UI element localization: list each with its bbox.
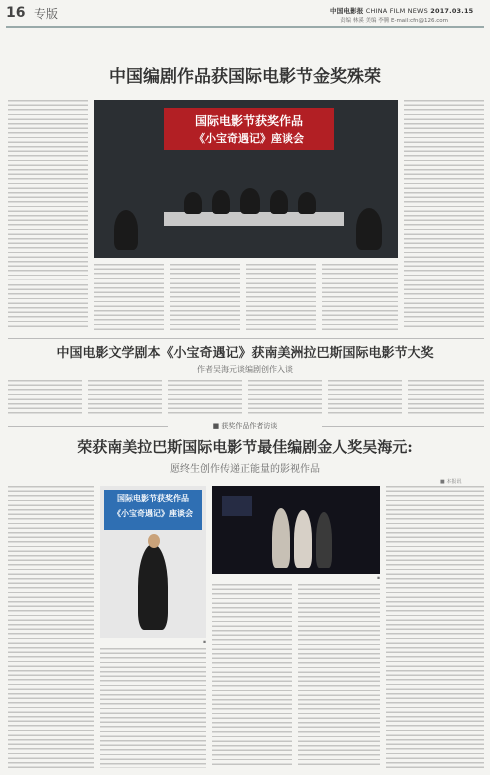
article3-text-col2 — [100, 648, 206, 768]
article2-subheadline: 作者吴海元谈编剧创作入谈 — [197, 365, 293, 374]
issue-date: 2017.03.15 — [430, 7, 474, 15]
article3-photo-stage — [212, 486, 380, 574]
article1-text-col3 — [170, 264, 240, 330]
article2-text-col — [88, 380, 162, 414]
award-winner — [138, 544, 168, 630]
editor-meta: 责编 林溪 美编 李腾 E-mail:cfn@126.com — [340, 18, 449, 24]
attendee — [212, 190, 230, 214]
article1-text-col5 — [322, 264, 398, 330]
article3-headline: 荣获南美拉巴斯国际电影节最佳编剧金人奖吴海元: — [77, 438, 413, 456]
photo-banner-line1: 国际电影节获奖作品 — [194, 114, 303, 128]
newspaper-name — [330, 6, 473, 15]
article2-text-col — [328, 380, 402, 414]
photo-banner — [164, 108, 334, 150]
article1-text-col1 — [8, 100, 88, 280]
attendee — [240, 188, 260, 214]
article2-text-col — [8, 380, 82, 414]
newspaper-name-cn: 中国电影报 — [330, 7, 364, 15]
stage-person — [294, 510, 312, 568]
attendee — [298, 192, 316, 214]
separator-line-right — [322, 426, 484, 427]
article2-text-col — [248, 380, 322, 414]
article1-headline: 中国编剧作品获国际电影节金奖殊荣 — [109, 67, 381, 87]
article1-photo — [94, 100, 398, 258]
article3-byline: ■ 本报讯 — [440, 479, 462, 485]
article3-photo-portrait — [100, 486, 206, 638]
article3-text-col4 — [298, 584, 380, 768]
separator-line-left — [8, 426, 168, 427]
article2-text-col — [168, 380, 242, 414]
attendee — [270, 190, 288, 214]
article2-text-col — [408, 380, 484, 414]
article3-text-col-right — [386, 486, 484, 768]
article1-text-col-right — [404, 100, 484, 330]
stage-person — [272, 508, 290, 568]
interview-separator-label: ■ 获奖作品作者访谈 — [212, 422, 278, 430]
stage-screen — [222, 496, 252, 516]
event-backdrop — [104, 490, 202, 530]
article2-headline: 中国电影文学剧本《小宝奇遇记》获南美洲拉巴斯国际电影节大奖 — [56, 346, 434, 361]
article3-text-col3 — [212, 584, 292, 768]
newspaper-name-en: CHINA FILM NEWS — [365, 7, 428, 15]
attendee — [356, 208, 382, 250]
award-winner-head — [148, 534, 160, 548]
page-number: 16 — [6, 5, 26, 21]
photo-caption: ▪ — [376, 576, 380, 581]
article1-text-col1b — [8, 284, 88, 330]
photo-banner-line2: 《小宝奇遇记》座谈会 — [194, 132, 304, 145]
header-rule — [6, 26, 484, 28]
stage-person — [316, 512, 332, 568]
photo-caption: ▪ — [202, 640, 206, 645]
article3-subheadline: 愿终生创作传递正能量的影视作品 — [170, 464, 320, 475]
article1-text-col2 — [94, 264, 164, 330]
article3-text-col1 — [8, 486, 94, 768]
divider — [8, 338, 484, 339]
backdrop-line2: 《小宝奇遇记》座谈会 — [113, 508, 193, 518]
attendee — [114, 210, 138, 250]
article1-text-col4 — [246, 264, 316, 330]
section-name: 专版 — [34, 7, 59, 21]
attendee — [184, 192, 202, 214]
conference-table — [164, 212, 344, 226]
backdrop-line1: 国际电影节获奖作品 — [117, 493, 189, 503]
